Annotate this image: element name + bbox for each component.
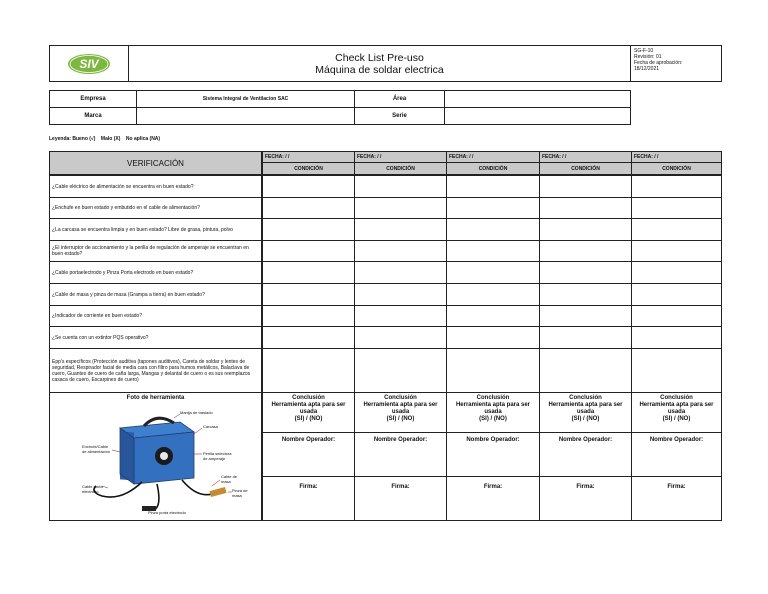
question-row-6: ¿Cable de masa y pinza de masa (Grampa a tierra) en buen estado? xyxy=(49,283,262,306)
apta-line-2: usada xyxy=(484,409,502,415)
answer-cell-r9-c5[interactable] xyxy=(631,348,722,393)
answer-cell-r8-c3[interactable] xyxy=(446,326,540,349)
doc-approval-label: Fecha de aprobación: xyxy=(634,60,683,66)
signature-cell-3[interactable] xyxy=(446,476,540,521)
answer-cell-r8-c4[interactable] xyxy=(539,326,632,349)
question-row-7: ¿Indicador de corriente en buen estado? xyxy=(49,305,262,327)
question-row-9: Epp's específicos (Protección auditiva (tapones auditivos), Careta de soldar y lentes de seguridad, Respirador facial de media cara con filtro para humos metálicos, Balaclava de cuero, Guantes de cuero de caña larga, Mangas y delantal de cuero o es sus reemplazos casaca de cuero, Escarpines de cuero) xyxy=(49,348,262,393)
document-title: Check List Pre-uso xyxy=(335,51,424,64)
answer-cell-r1-c2[interactable] xyxy=(354,175,447,198)
doc-approval-date: 18/12/2021 xyxy=(634,66,660,72)
area-label: Área xyxy=(354,90,445,108)
conclusion-cell-5[interactable] xyxy=(631,392,722,433)
operator-label: Nombre Operador: xyxy=(373,437,428,443)
header-title-cell xyxy=(128,45,631,82)
question-row-2: ¿Enchufe en buen estado y embutido en el cable de alimentación? xyxy=(49,197,262,219)
condicion-header-2: CONDICIÓN xyxy=(354,162,447,175)
answer-cell-r2-c5[interactable] xyxy=(631,197,722,219)
answer-cell-r2-c3[interactable] xyxy=(446,197,540,219)
welding-machine-image xyxy=(82,406,252,516)
condicion-header-4: CONDICIÓN xyxy=(539,162,632,175)
answer-cell-r7-c4[interactable] xyxy=(539,305,632,327)
answer-cell-r5-c5[interactable] xyxy=(631,261,722,284)
label-pinza-masa: Pinza de masa xyxy=(232,488,248,498)
answer-cell-r6-c5[interactable] xyxy=(631,283,722,306)
answer-cell-r4-c3[interactable] xyxy=(446,240,540,262)
verification-header: VERIFICACIÓN xyxy=(49,151,262,175)
fecha-header-5[interactable]: FECHA: / / xyxy=(631,151,722,163)
marca-label: Marca xyxy=(49,107,137,125)
answer-cell-r8-c1[interactable] xyxy=(262,326,355,349)
answer-cell-r4-c2[interactable] xyxy=(354,240,447,262)
answer-cell-r3-c1[interactable] xyxy=(262,218,355,241)
answer-cell-r8-c2[interactable] xyxy=(354,326,447,349)
apta-line-3: (SI) / (NO) xyxy=(662,416,691,422)
conclusion-title: Conclusión xyxy=(292,395,325,401)
doc-revision: Revisión: 01 xyxy=(634,54,662,60)
header-code-cell xyxy=(630,45,722,82)
answer-cell-r3-c3[interactable] xyxy=(446,218,540,241)
condicion-header-5: CONDICIÓN xyxy=(631,162,722,175)
condicion-header-3: CONDICIÓN xyxy=(446,162,540,175)
signature-label: Firma: xyxy=(576,484,595,490)
marca-value[interactable] xyxy=(136,107,355,125)
serie-label: Serie xyxy=(354,107,445,125)
answer-cell-r6-c4[interactable] xyxy=(539,283,632,306)
answer-cell-r3-c4[interactable] xyxy=(539,218,632,241)
operator-label: Nombre Operador: xyxy=(466,437,520,443)
condicion-header-1: CONDICIÓN xyxy=(262,162,355,175)
answer-cell-r6-c2[interactable] xyxy=(354,283,447,306)
apta-line-2: usada xyxy=(299,409,318,415)
answer-cell-r7-c1[interactable] xyxy=(262,305,355,327)
apta-line-3: (SI) / (NO) xyxy=(479,416,507,422)
label-pinza-porta: Pinza porta electrodo xyxy=(148,510,186,515)
answer-cell-r6-c1[interactable] xyxy=(262,283,355,306)
answer-cell-r9-c3[interactable] xyxy=(446,348,540,393)
operator-cell-2[interactable] xyxy=(354,432,447,477)
answer-cell-r2-c2[interactable] xyxy=(354,197,447,219)
fecha-header-3[interactable]: FECHA: / / xyxy=(446,151,540,163)
signature-label: Firma: xyxy=(483,484,503,490)
apta-line-2: usada xyxy=(576,409,595,415)
apta-line-1: Herramienta apta para ser xyxy=(363,402,438,408)
doc-code: SG-F-10 xyxy=(634,48,654,54)
conclusion-title: Conclusión xyxy=(476,395,510,401)
conclusion-title: Conclusión xyxy=(384,395,417,401)
apta-line-3: (SI) / (NO) xyxy=(386,416,415,422)
apta-line-1: Herramienta apta para ser xyxy=(455,402,531,408)
label-carcasa: Carcasa xyxy=(203,424,218,429)
area-value[interactable] xyxy=(444,90,631,108)
conclusion-cell-1[interactable] xyxy=(262,392,355,433)
serie-value[interactable] xyxy=(444,107,631,125)
question-row-4: ¿El interruptor de accionamiento y la perilla de regulación de amperaje se encuentran en buen estado? xyxy=(49,240,262,262)
answer-cell-r4-c4[interactable] xyxy=(539,240,632,262)
signature-cell-4[interactable] xyxy=(539,476,632,521)
operator-cell-3[interactable] xyxy=(446,432,540,477)
label-manija: Manija de traslado xyxy=(180,410,213,415)
answer-cell-r4-c5[interactable] xyxy=(631,240,722,262)
answer-cell-r7-c5[interactable] xyxy=(631,305,722,327)
fecha-header-2[interactable]: FECHA: / / xyxy=(354,151,447,163)
logo-text: SIV xyxy=(79,57,99,71)
empresa-label: Empresa xyxy=(49,90,137,108)
answer-cell-r8-c5[interactable] xyxy=(631,326,722,349)
answer-cell-r5-c4[interactable] xyxy=(539,261,632,284)
operator-cell-1[interactable] xyxy=(262,432,355,477)
empresa-value[interactable]: Sistema Integral de Ventilacion SAC xyxy=(136,90,355,108)
document-subtitle: Máquina de soldar electrica xyxy=(315,63,444,76)
answer-cell-r9-c2[interactable] xyxy=(354,348,447,393)
answer-cell-r5-c1[interactable] xyxy=(262,261,355,284)
label-enchufe: Enchufe/Cable de alimentación xyxy=(82,444,111,454)
answer-cell-r3-c5[interactable] xyxy=(631,218,722,241)
siv-logo xyxy=(67,53,111,75)
answer-cell-r5-c2[interactable] xyxy=(354,261,447,284)
foto-title: Foto de herramienta xyxy=(126,395,185,401)
label-cable-masa: Cable de masa xyxy=(221,474,238,484)
answer-cell-r3-c2[interactable] xyxy=(354,218,447,241)
signature-label: Firma: xyxy=(391,484,410,490)
signature-cell-2[interactable] xyxy=(354,476,447,521)
conclusion-cell-4[interactable] xyxy=(539,392,632,433)
signature-label: Firma: xyxy=(667,484,686,490)
operator-label: Nombre Operador: xyxy=(281,437,336,443)
fecha-header-1[interactable]: FECHA: / / xyxy=(262,151,355,163)
question-row-8: ¿Se cuenta con un extintor PQS operativo? xyxy=(49,326,262,349)
conclusion-cell-3[interactable] xyxy=(446,392,540,433)
apta-line-1: Herramienta apta para ser xyxy=(639,402,714,408)
answer-cell-r2-c4[interactable] xyxy=(539,197,632,219)
operator-cell-5[interactable] xyxy=(631,432,722,477)
answer-cell-r1-c5[interactable] xyxy=(631,175,722,198)
answer-cell-r2-c1[interactable] xyxy=(262,197,355,219)
operator-label: Nombre Operador: xyxy=(649,437,704,443)
apta-line-1: Herramienta apta para ser xyxy=(271,402,346,408)
signature-label: Firma: xyxy=(299,484,318,490)
question-row-1: ¿Cable eléctrico de alimentación se encuentra en buen estado? xyxy=(49,175,262,198)
answer-cell-r1-c3[interactable] xyxy=(446,175,540,198)
signature-cell-1[interactable] xyxy=(262,476,355,521)
answer-cell-r7-c2[interactable] xyxy=(354,305,447,327)
answer-cell-r7-c3[interactable] xyxy=(446,305,540,327)
question-row-5: ¿Cable portaelectrodo y Pinza Porta electrodo en buen estado? xyxy=(49,261,262,284)
legend-text: Leyenda: Bueno (√) Malo (X) No aplica (NA) xyxy=(49,136,161,142)
answer-cell-r9-c1[interactable] xyxy=(262,348,355,393)
answer-cell-r1-c1[interactable] xyxy=(262,175,355,198)
label-perilla: Perilla selectora de amperaje xyxy=(203,451,232,461)
operator-cell-4[interactable] xyxy=(539,432,632,477)
answer-cell-r9-c4[interactable] xyxy=(539,348,632,393)
label-cable-porta: Cable porta electrodo xyxy=(82,484,103,494)
conclusion-title: Conclusión xyxy=(660,395,693,401)
answer-cell-r5-c3[interactable] xyxy=(446,261,540,284)
question-row-3: ¿La carcasa se encuentra limpia y en buen estado? Libre de grasa, pintura, polvo xyxy=(49,218,262,241)
signature-cell-5[interactable] xyxy=(631,476,722,521)
answer-cell-r6-c3[interactable] xyxy=(446,283,540,306)
apta-line-2: usada xyxy=(667,409,686,415)
apta-line-2: usada xyxy=(391,409,410,415)
operator-label: Nombre Operador: xyxy=(558,437,613,443)
answer-cell-r4-c1[interactable] xyxy=(262,240,355,262)
apta-line-3: (SI) / (NO) xyxy=(571,416,600,422)
conclusion-cell-2[interactable] xyxy=(354,392,447,433)
conclusion-title: Conclusión xyxy=(569,395,602,401)
answer-cell-r1-c4[interactable] xyxy=(539,175,632,198)
apta-line-1: Herramienta apta para ser xyxy=(548,402,623,408)
apta-line-3: (SI) / (NO) xyxy=(294,416,323,422)
fecha-header-4[interactable]: FECHA: / / xyxy=(539,151,632,163)
